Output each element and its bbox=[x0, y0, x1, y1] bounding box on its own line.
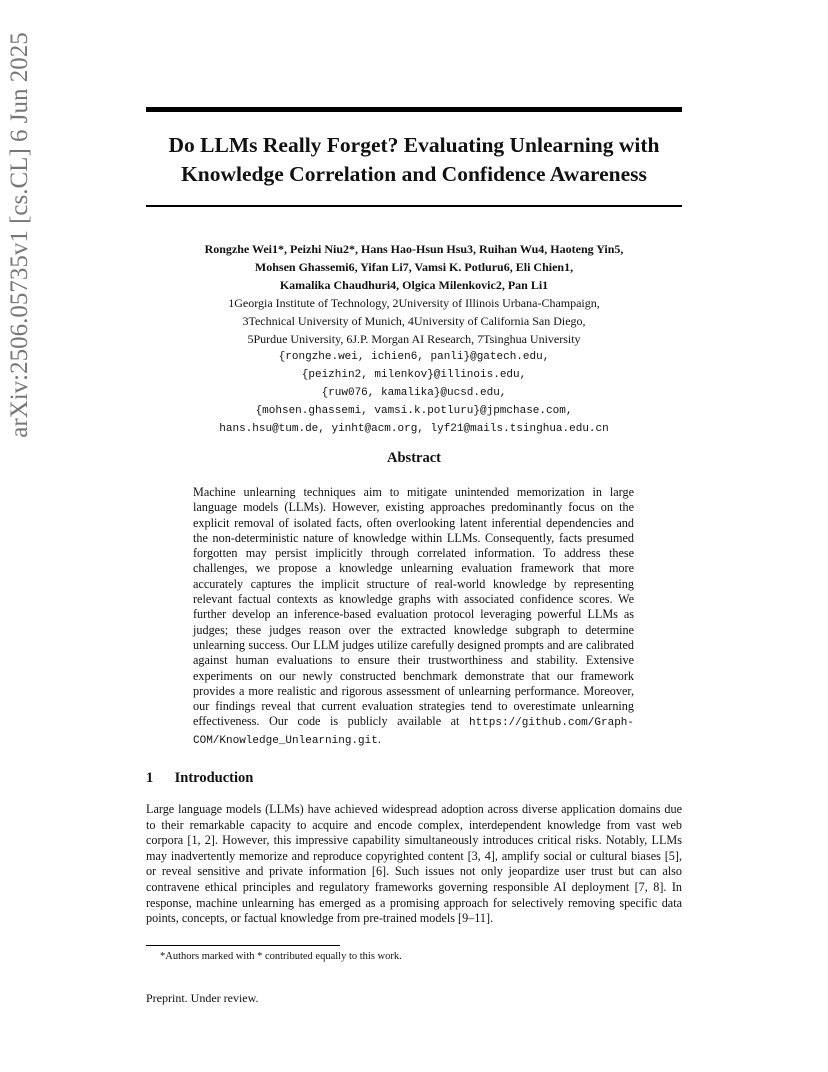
title-line-1: Do LLMs Really Forget? Evaluating Unlearning with bbox=[168, 133, 660, 157]
title-line-2: Knowledge Correlation and Confidence Awareness bbox=[181, 162, 647, 186]
section-number: 1 bbox=[146, 770, 154, 786]
author-line-2: Mohsen Ghassemi6, Yifan Li7, Vamsi K. Potluru6, Eli Chien1, bbox=[254, 260, 574, 274]
email-line-5: hans.hsu@tum.de, yinht@acm.org, lyf21@mails.tsinghua.edu.cn bbox=[219, 423, 609, 435]
email-line-2: {peizhin2, milenkov}@illinois.edu, bbox=[301, 369, 527, 381]
abstract-text: Machine unlearning techniques aim to mitigate unintended memorization in large language models (LLMs). However, existing approaches predominantly focus on the explicit removal of isolated facts, often overlooking latent inferential dependencies and the non-deterministic nature of knowledge within LLMs. Consequently, facts presumed forgotten may persist implicitly through correlated information. To address these challenges, we propose a knowledge unlearning evaluation framework that more accurately captures the implicit structure of real-world knowledge by representing relevant factual contexts as knowledge graphs with associated confidence scores. We further develop an inference-based evaluation protocol leveraging powerful LLMs as judges; these judges reason over the extracted knowledge subgraph to determine unlearning success. Our LLM judges utilize carefully designed prompts and are calibrated against human evaluations to ensure their trustworthiness and stability. Extensive experiments on our newly constructed benchmark demonstrate that our framework provides a more realistic and rigorous assessment of unlearning performance. Moreover, our findings reveal that current evaluation strategies tend to overestimate unlearning effectiveness. Our code is publicly available at bbox=[193, 485, 634, 729]
footnote-rule bbox=[146, 945, 340, 946]
arxiv-identifier[interactable]: arXiv:2506.05735v1 [cs.CL] 6 Jun 2025 bbox=[6, 32, 33, 438]
email-line-1: {rongzhe.wei, ichien6, panli}@gatech.edu, bbox=[278, 351, 550, 363]
section-heading-introduction bbox=[146, 770, 682, 787]
footnote: *Authors marked with * contributed equally to this work. bbox=[160, 951, 402, 962]
email-line-3: {ruw076, kamalika}@ucsd.edu, bbox=[321, 387, 507, 399]
abstract-body: Machine unlearning techniques aim to mitigate unintended memorization in large language models (LLMs). However, existing approaches predominantly focus on the explicit removal of isolated facts, often overlooking latent inferential dependencies and the non-deterministic nature of knowledge within LLMs. Consequently, facts presumed forgotten may persist implicitly through correlated information. To address these challenges, we propose a knowledge unlearning evaluation framework that more accurately captures the implicit structure of real-world knowledge by representing relevant factual contexts as knowledge graphs with associated confidence scores. We further develop an inference-based evaluation protocol leveraging powerful LLMs as judges; these judges reason over the extracted knowledge subgraph to determine unlearning success. Our LLM judges utilize carefully designed prompts and are calibrated against human evaluations to ensure their trustworthiness and stability. Extensive experiments on our newly constructed benchmark demonstrate that our framework provides a more realistic and rigorous assessment of unlearning performance. Moreover, our findings reveal that current evaluation strategies tend to overestimate unlearning effectiveness. Our code is publicly available at https://github.com/Graph-COM/Knowledge_Unlearning.git. bbox=[193, 485, 634, 747]
author-line-1: Rongzhe Wei1*, Peizhi Niu2*, Hans Hao-Hsun Hsu3, Ruihan Wu4, Haoteng Yin5, bbox=[204, 242, 624, 256]
paper-title bbox=[120, 131, 708, 189]
affiliation-line-2: 3Technical University of Munich, 4University of California San Diego, bbox=[242, 314, 586, 328]
author-line-3: Kamalika Chaudhuri4, Olgica Milenkovic2, Pan Li1 bbox=[279, 278, 549, 292]
title-top-rule bbox=[146, 107, 682, 112]
affiliation-line-3: 5Purdue University, 6J.P. Morgan AI Research, 7Tsinghua University bbox=[247, 332, 581, 346]
abstract-heading: Abstract bbox=[387, 450, 441, 466]
affiliation-line-1: 1Georgia Institute of Technology, 2University of Illinois Urbana-Champaign, bbox=[228, 296, 600, 310]
email-line-4: {mohsen.ghassemi, vamsi.k.potluru}@jpmchase.com, bbox=[255, 405, 573, 417]
preprint-note: Preprint. Under review. bbox=[146, 991, 259, 1005]
introduction-paragraph: Large language models (LLMs) have achieved widespread adoption across diverse application domains due to their remarkable capacity to acquire and encode complex, interdependent knowledge from vast web corpora [1, 2]. However, this impressive capability simultaneously introduces critical risks. Notably, LLMs may inadvertently memorize and reproduce copyrighted content [3, 4], amplify social or cultural biases [5], or reveal sensitive and private information [6]. Such issues not only jeopardize user trust but can also contravene ethical principles and regulatory frameworks governing responsible AI deployment [7, 8]. In response, machine unlearning has emerged as a promising approach for selectively removing specific data points, concepts, or factual knowledge from pre-trained models [9–11]. bbox=[146, 802, 682, 926]
author-block bbox=[160, 240, 668, 438]
section-title: Introduction bbox=[174, 770, 254, 786]
title-bottom-rule bbox=[146, 205, 682, 207]
code-repository-link[interactable]: https://github.com/Graph-COM/Knowledge_Unlearning.git bbox=[193, 717, 634, 747]
